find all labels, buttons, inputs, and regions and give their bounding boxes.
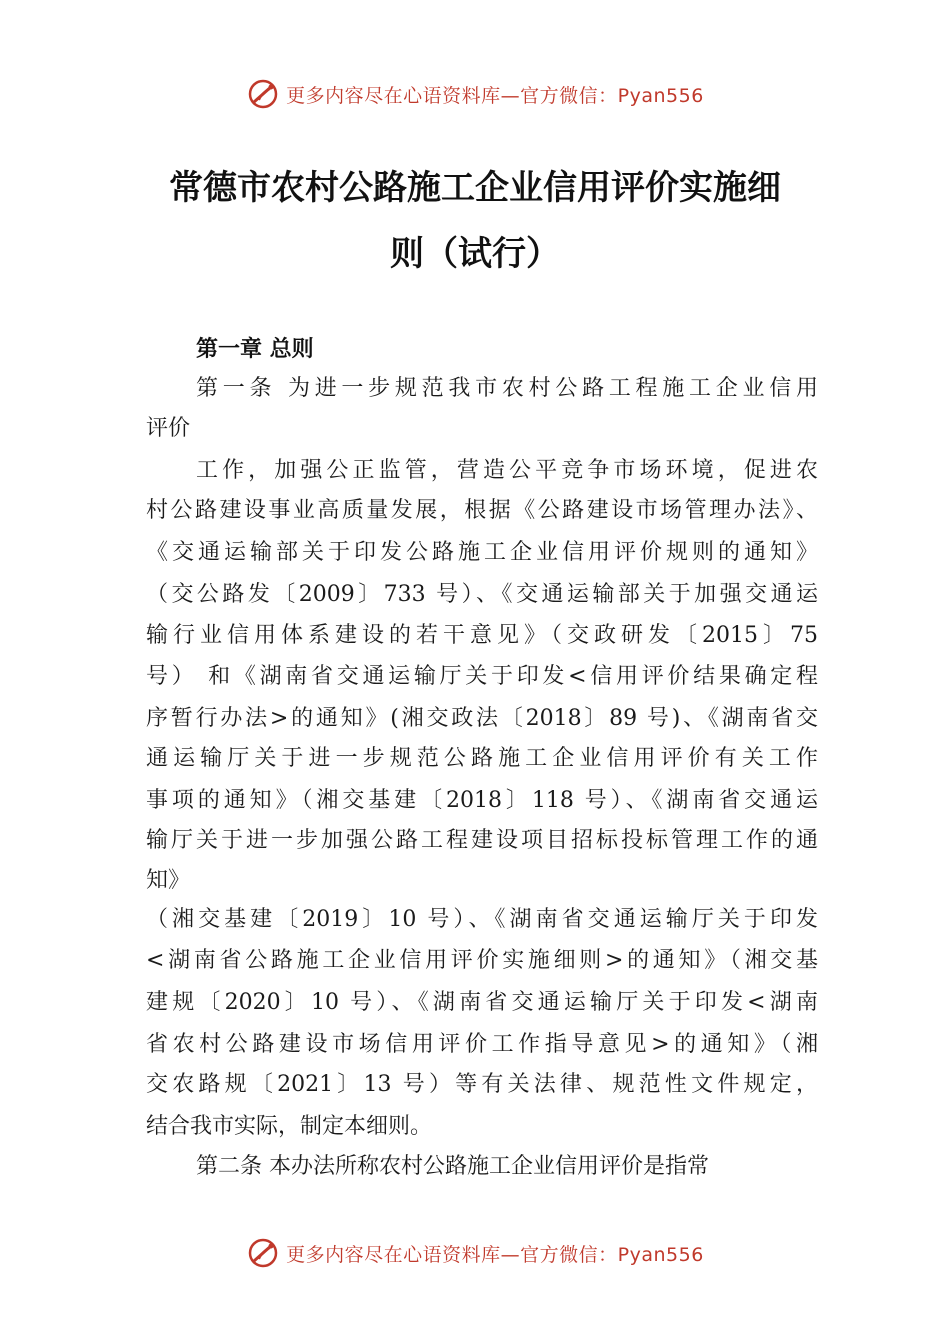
body-line: 输行业信用体系建设的若干意见》（交政研发〔2015〕75 [146,623,818,648]
body-line: （交公路发〔2009〕733 号）、《交通运输部关于加强交通运 [146,582,818,607]
body-line: 村公路建设事业高质量发展，根据《公路建设市场管理办法》、 [146,498,818,523]
body-line: 第一条 为进一步规范我市农村公路工程施工企业信用 [196,376,818,401]
body-line: 评价 [146,416,191,441]
body-line: 工作，加强公正监管，营造公平竞争市场环境，促进农 [196,458,818,483]
chapter-heading: 第一章 总则 [196,337,314,362]
document-title-line-1: 常德市农村公路施工企业信用评价实施细 [169,168,781,208]
watermark-text: 更多内容尽在心语资料库—官方微信：Pyan556 [286,84,704,107]
watermark-text: 更多内容尽在心语资料库—官方微信：Pyan556 [286,1243,704,1266]
document-title-line-2: 则（试行） [390,234,560,274]
body-line: 省农村公路建设市场信用评价工作指导意见>的通知》（湘 [146,1032,818,1057]
body-line: 通运输厅关于进一步规范公路施工企业信用评价有关工作 [146,746,818,771]
watermark-header [0,72,950,116]
body-line: 知》 [146,868,191,893]
body-line: 结合我市实际，制定本细则。 [146,1114,433,1139]
body-line: 建规〔2020〕10 号）、《湖南省交通运输厅关于印发<湖南 [146,990,818,1015]
body-line: 事项的通知》（湘交基建〔2018〕118 号）、《湖南省交通运 [146,788,818,813]
body-line: 交农路规〔2021〕13 号）等有关法律、规范性文件规定， [146,1072,818,1097]
logo-icon [246,1236,280,1270]
body-line: 《交通运输部关于印发公路施工企业信用评价规则的通知》 [146,540,818,565]
body-line: 第二条 本办法所称农村公路施工企业信用评价是指常 [196,1154,709,1179]
body-line: 序暂行办法>的通知》(湘交政法〔2018〕89 号)、《湖南省交 [146,706,818,731]
logo-icon [246,77,280,111]
body-line: 号） 和《湖南省交通运输厅关于印发<信用评价结果确定程 [146,664,818,689]
body-line: （湘交基建〔2019〕10 号）、《湖南省交通运输厅关于印发 [146,907,818,932]
body-line: <湖南省公路施工企业信用评价实施细则>的通知》（湘交基 [146,948,818,973]
watermark-footer [0,1231,950,1275]
body-line: 输厅关于进一步加强公路工程建设项目招标投标管理工作的通 [146,828,818,853]
